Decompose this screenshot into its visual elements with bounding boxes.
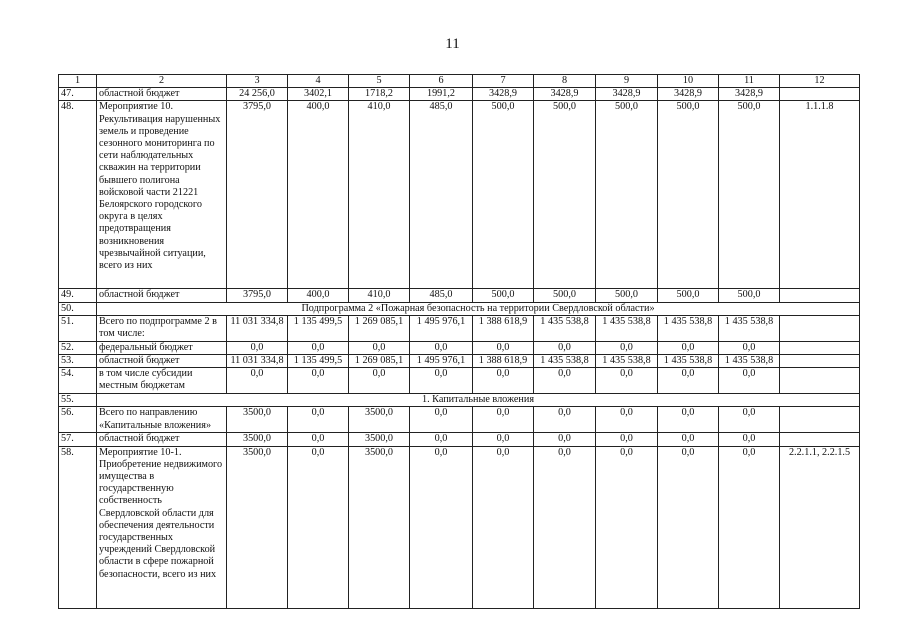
value-cell: 0,0 <box>473 446 534 608</box>
row-name: областной бюджет <box>97 355 227 368</box>
column-header: 10 <box>658 75 719 88</box>
row-name: федеральный бюджет <box>97 341 227 354</box>
row-name: областной бюджет <box>97 433 227 446</box>
section-title: Подпрограмма 2 «Пожарная безопасность на территории Свердловской области» <box>97 302 860 315</box>
value-cell: 0,0 <box>473 368 534 394</box>
target-code <box>780 368 860 394</box>
table-row <box>59 315 860 341</box>
budget-table <box>58 74 860 609</box>
value-cell: 0,0 <box>719 368 780 394</box>
value-cell: 3428,9 <box>719 88 780 101</box>
target-code <box>780 407 860 433</box>
row-name: Мероприятие 10-1. Приобретение недвижимого имущества в государственную собственность Свердловской области для обеспечения деятельности государственных учреждений Свердловской области в сфере пожарной безопасности, всего из них <box>97 446 227 608</box>
value-cell: 500,0 <box>658 101 719 289</box>
row-number: 50. <box>59 302 97 315</box>
column-header: 3 <box>227 75 288 88</box>
value-cell: 0,0 <box>658 446 719 608</box>
row-number: 51. <box>59 315 97 341</box>
value-cell: 500,0 <box>596 289 658 302</box>
value-cell: 11 031 334,8 <box>227 315 288 341</box>
value-cell: 11 031 334,8 <box>227 355 288 368</box>
row-number: 52. <box>59 341 97 354</box>
value-cell: 500,0 <box>473 289 534 302</box>
column-header: 4 <box>288 75 349 88</box>
table-row <box>59 88 860 101</box>
target-code <box>780 341 860 354</box>
column-header: 1 <box>59 75 97 88</box>
value-cell: 1 495 976,1 <box>410 315 473 341</box>
value-cell: 0,0 <box>534 407 596 433</box>
column-header: 5 <box>349 75 410 88</box>
value-cell: 0,0 <box>410 407 473 433</box>
value-cell: 0,0 <box>288 446 349 608</box>
value-cell: 3500,0 <box>227 446 288 608</box>
header-row <box>59 75 860 88</box>
value-cell: 0,0 <box>349 368 410 394</box>
value-cell: 0,0 <box>227 341 288 354</box>
table-row <box>59 394 860 407</box>
target-code: 1.1.1.8 <box>780 101 860 289</box>
value-cell: 1991,2 <box>410 88 473 101</box>
value-cell: 1 388 618,9 <box>473 315 534 341</box>
value-cell: 410,0 <box>349 101 410 289</box>
value-cell: 1 388 618,9 <box>473 355 534 368</box>
value-cell: 3500,0 <box>349 433 410 446</box>
value-cell: 400,0 <box>288 101 349 289</box>
value-cell: 0,0 <box>473 407 534 433</box>
table-row <box>59 368 860 394</box>
value-cell: 1 435 538,8 <box>719 355 780 368</box>
value-cell: 0,0 <box>658 433 719 446</box>
value-cell: 500,0 <box>658 289 719 302</box>
row-number: 55. <box>59 394 97 407</box>
column-header: 9 <box>596 75 658 88</box>
table-row <box>59 302 860 315</box>
value-cell: 1 269 085,1 <box>349 315 410 341</box>
value-cell: 0,0 <box>719 407 780 433</box>
value-cell: 500,0 <box>534 289 596 302</box>
column-header: 2 <box>97 75 227 88</box>
value-cell: 0,0 <box>719 341 780 354</box>
row-name: областной бюджет <box>97 88 227 101</box>
value-cell: 0,0 <box>534 446 596 608</box>
row-number: 58. <box>59 446 97 608</box>
value-cell: 0,0 <box>410 446 473 608</box>
column-header: 8 <box>534 75 596 88</box>
target-code <box>780 88 860 101</box>
value-cell: 3402,1 <box>288 88 349 101</box>
value-cell: 0,0 <box>596 368 658 394</box>
value-cell: 3428,9 <box>534 88 596 101</box>
table-row <box>59 101 860 289</box>
row-name: Мероприятие 10. Рекультивация нарушенных земель и проведение сезонного мониторинга по сети наблюдательных скважин на территории бывшего полигона войсковой части 21221 Белоярского городского округа в целях предотвращения возникновения чрезвычайной ситуации, всего из них <box>97 101 227 289</box>
value-cell: 3428,9 <box>596 88 658 101</box>
value-cell: 1 495 976,1 <box>410 355 473 368</box>
target-code <box>780 289 860 302</box>
value-cell: 1 435 538,8 <box>658 315 719 341</box>
row-name: Всего по направлению «Капитальные вложения» <box>97 407 227 433</box>
value-cell: 500,0 <box>596 101 658 289</box>
value-cell: 3428,9 <box>473 88 534 101</box>
section-title: 1. Капитальные вложения <box>97 394 860 407</box>
value-cell: 1 435 538,8 <box>658 355 719 368</box>
value-cell: 3795,0 <box>227 101 288 289</box>
value-cell: 0,0 <box>349 341 410 354</box>
row-number: 57. <box>59 433 97 446</box>
value-cell: 1 135 499,5 <box>288 355 349 368</box>
row-number: 48. <box>59 101 97 289</box>
value-cell: 0,0 <box>227 368 288 394</box>
value-cell: 410,0 <box>349 289 410 302</box>
row-number: 56. <box>59 407 97 433</box>
value-cell: 500,0 <box>719 289 780 302</box>
target-code <box>780 315 860 341</box>
value-cell: 485,0 <box>410 289 473 302</box>
value-cell: 3795,0 <box>227 289 288 302</box>
value-cell: 0,0 <box>473 433 534 446</box>
value-cell: 500,0 <box>719 101 780 289</box>
value-cell: 0,0 <box>288 433 349 446</box>
column-header: 6 <box>410 75 473 88</box>
value-cell: 1 135 499,5 <box>288 315 349 341</box>
row-name: Всего по подпрограмме 2 в том числе: <box>97 315 227 341</box>
value-cell: 0,0 <box>288 341 349 354</box>
value-cell: 0,0 <box>596 407 658 433</box>
value-cell: 3500,0 <box>349 446 410 608</box>
value-cell: 1718,2 <box>349 88 410 101</box>
value-cell: 0,0 <box>410 433 473 446</box>
value-cell: 485,0 <box>410 101 473 289</box>
value-cell: 0,0 <box>658 341 719 354</box>
table-row <box>59 433 860 446</box>
target-code <box>780 433 860 446</box>
value-cell: 0,0 <box>410 368 473 394</box>
value-cell: 0,0 <box>719 446 780 608</box>
value-cell: 0,0 <box>596 341 658 354</box>
value-cell: 500,0 <box>534 101 596 289</box>
value-cell: 0,0 <box>288 368 349 394</box>
value-cell: 400,0 <box>288 289 349 302</box>
value-cell: 0,0 <box>473 341 534 354</box>
value-cell: 1 435 538,8 <box>534 315 596 341</box>
value-cell: 0,0 <box>658 407 719 433</box>
value-cell: 3500,0 <box>349 407 410 433</box>
row-name: областной бюджет <box>97 289 227 302</box>
value-cell: 0,0 <box>658 368 719 394</box>
row-number: 53. <box>59 355 97 368</box>
value-cell: 1 435 538,8 <box>534 355 596 368</box>
table-row <box>59 446 860 608</box>
row-number: 47. <box>59 88 97 101</box>
value-cell: 0,0 <box>534 368 596 394</box>
value-cell: 24 256,0 <box>227 88 288 101</box>
value-cell: 0,0 <box>534 433 596 446</box>
column-header: 11 <box>719 75 780 88</box>
column-header: 7 <box>473 75 534 88</box>
value-cell: 3428,9 <box>658 88 719 101</box>
value-cell: 1 435 538,8 <box>719 315 780 341</box>
row-number: 54. <box>59 368 97 394</box>
value-cell: 0,0 <box>596 433 658 446</box>
target-code <box>780 355 860 368</box>
table-row <box>59 407 860 433</box>
value-cell: 0,0 <box>596 446 658 608</box>
value-cell: 1 435 538,8 <box>596 355 658 368</box>
table-row <box>59 341 860 354</box>
target-code: 2.2.1.1, 2.2.1.5 <box>780 446 860 608</box>
value-cell: 1 435 538,8 <box>596 315 658 341</box>
column-header: 12 <box>780 75 860 88</box>
value-cell: 1 269 085,1 <box>349 355 410 368</box>
value-cell: 0,0 <box>719 433 780 446</box>
page-number: 11 <box>445 36 460 52</box>
value-cell: 0,0 <box>534 341 596 354</box>
value-cell: 3500,0 <box>227 433 288 446</box>
value-cell: 3500,0 <box>227 407 288 433</box>
value-cell: 0,0 <box>410 341 473 354</box>
row-number: 49. <box>59 289 97 302</box>
table-row <box>59 355 860 368</box>
value-cell: 0,0 <box>288 407 349 433</box>
value-cell: 500,0 <box>473 101 534 289</box>
row-name: в том числе субсидии местным бюджетам <box>97 368 227 394</box>
table-row <box>59 289 860 302</box>
